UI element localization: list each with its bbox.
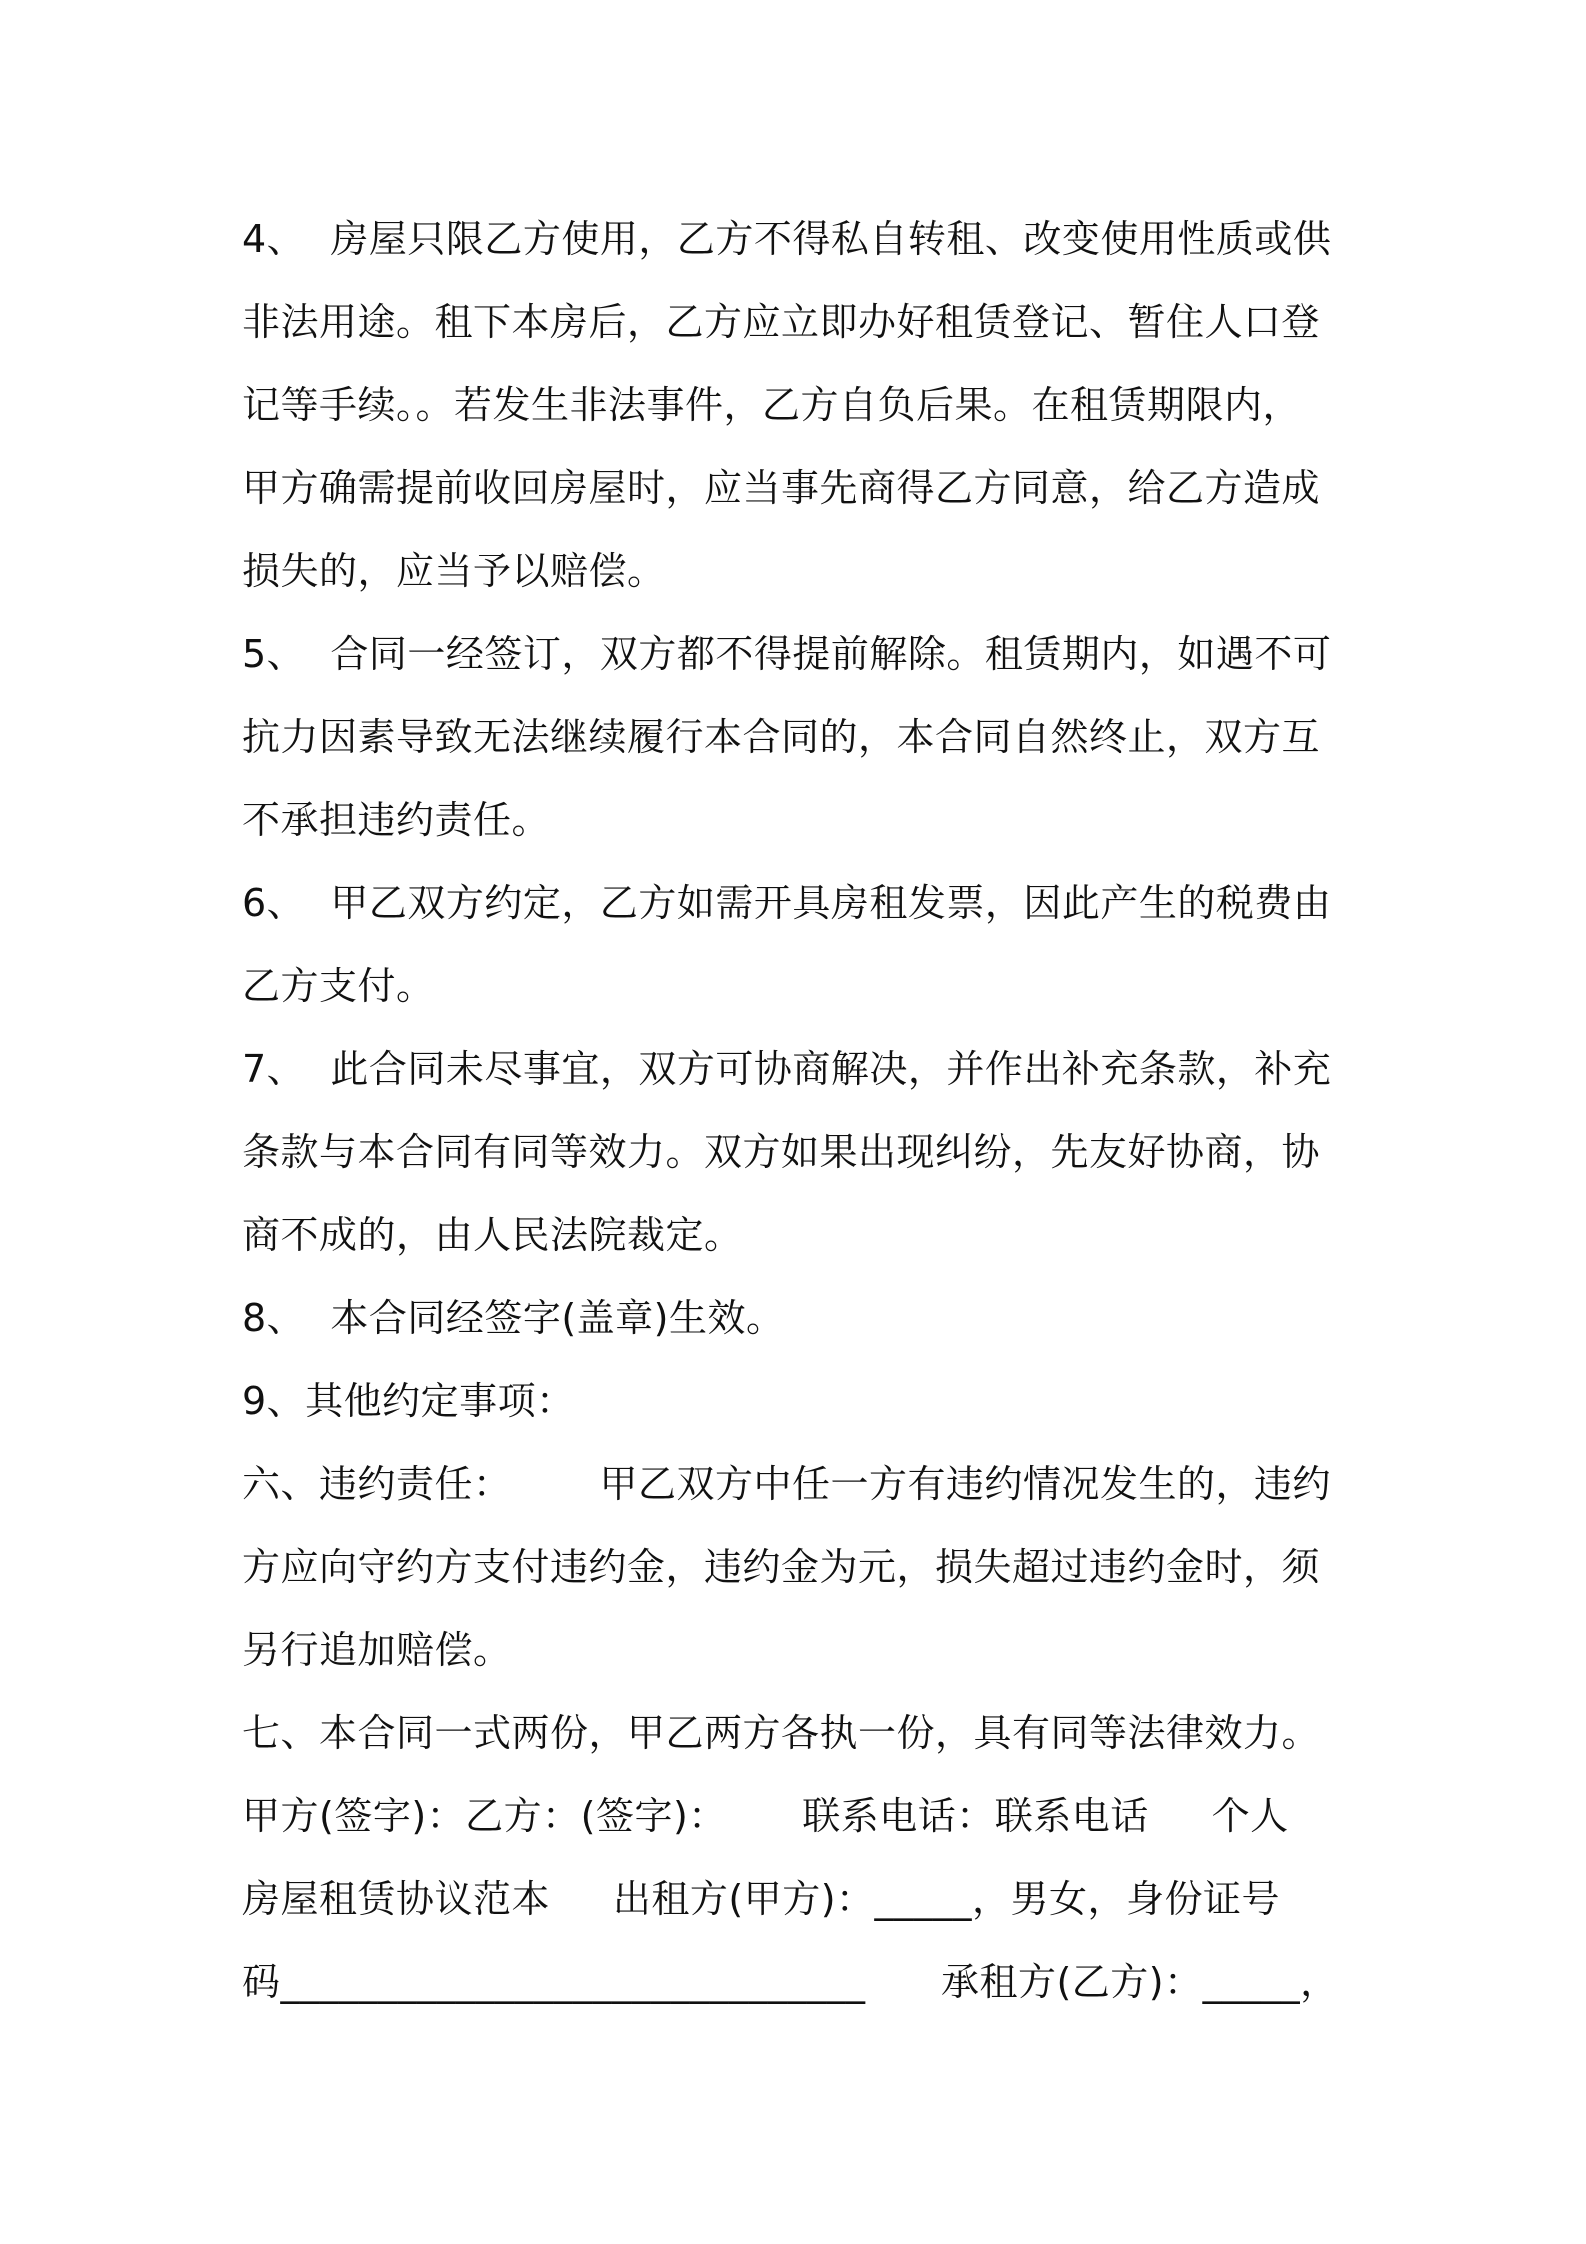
clause-8-line-1: 8、 本合同经签字(盖章)生效。 <box>242 1296 785 1340</box>
section-6-line-3: 另行追加赔偿。 <box>242 1628 512 1672</box>
clause-4-line-4: 甲方确需提前收回房屋时，应当事先商得乙方同意，给乙方造成 <box>242 466 1321 510</box>
clause-4-line-5: 损失的，应当予以赔偿。 <box>242 549 666 593</box>
clause-7-line-2: 条款与本合同有同等效力。双方如果出现纠纷，先友好协商，协 <box>242 1130 1321 1174</box>
clause-4-line-2: 非法用途。租下本房后，乙方应立即办好租赁登记、暂住人口登 <box>242 300 1321 344</box>
clause-6-line-2: 乙方支付。 <box>242 964 435 1008</box>
clause-4-line-3: 记等手续。。若发生非法事件，乙方自负后果。在租赁期限内， <box>242 383 1302 427</box>
section-6-line-1: 六、违约责任： 甲乙双方中任一方有违约情况发生的，违约 <box>242 1462 1332 1506</box>
document-body <box>242 198 1362 2024</box>
template-title-line: 房屋租赁协议范本 出租方(甲方)：_____，男女，身份证号 <box>242 1877 1281 1921</box>
clause-5-line-3: 不承担违约责任。 <box>242 798 551 842</box>
clause-5-line-2: 抗力因素导致无法继续履行本合同的，本合同自然终止，双方互 <box>242 715 1321 759</box>
section-6-line-2: 方应向守约方支付违约金，违约金为元，损失超过违约金时，须 <box>242 1545 1321 1589</box>
section-7-line-1: 七、本合同一式两份，甲乙两方各执一份，具有同等法律效力。 <box>242 1711 1321 1755</box>
clause-7-line-1: 7、 此合同未尽事宜，双方可协商解决，并作出补充条款，补充 <box>242 1047 1332 1091</box>
id-number-line: 码______________________________ 承租方(乙方)：_____， <box>242 1960 1339 2004</box>
clause-4-line-1: 4、 房屋只限乙方使用，乙方不得私自转租、改变使用性质或供 <box>242 217 1332 261</box>
clause-7-line-3: 商不成的，由人民法院裁定。 <box>242 1213 743 1257</box>
clause-5-line-1: 5、 合同一经签订，双方都不得提前解除。租赁期内，如遇不可 <box>242 632 1332 676</box>
signature-line: 甲方(签字)：乙方：(签字)： 联系电话：联系电话 个人 <box>242 1794 1289 1838</box>
clause-6-line-1: 6、 甲乙双方约定，乙方如需开具房租发票，因此产生的税费由 <box>242 881 1332 925</box>
clause-9-line-1: 9、其他约定事项： <box>242 1379 575 1423</box>
